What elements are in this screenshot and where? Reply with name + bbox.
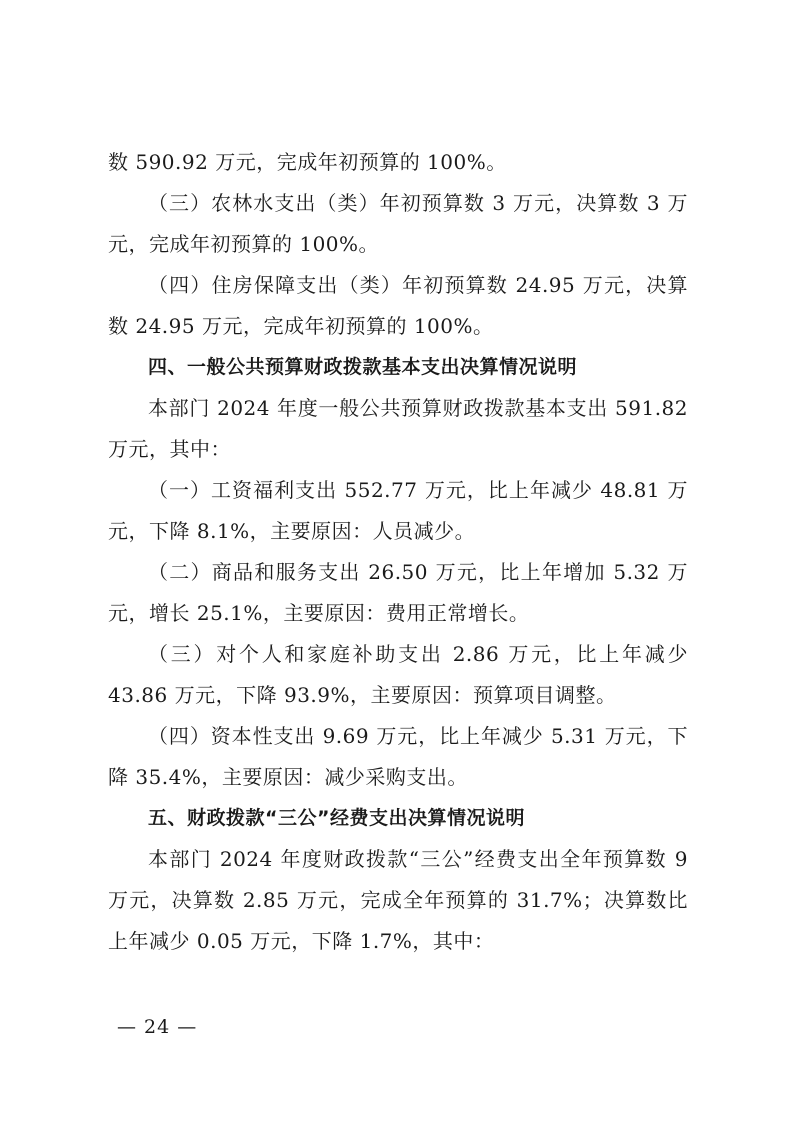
paragraph-goods-services: （二）商品和服务支出 26.50 万元，比上年增加 5.32 万元，增长 25.1%，主要原因：费用正常增长。 xyxy=(108,560,688,625)
paragraph-three-public-expenses-total: 本部门 2024 年度财政拨款“三公”经费支出全年预算数 9 万元，决算数 2.85 万元，完成全年预算的 31.7%；决算数比上年减少 0.05 万元，下降 1.7%，其中： xyxy=(108,847,688,953)
page-number: — 24 — xyxy=(117,1016,198,1038)
paragraph-capital-expenditure: （四）资本性支出 9.69 万元，比上年减少 5.31 万元，下降 35.4%，主要原因：减少采购支出。 xyxy=(108,724,688,789)
paragraph-household-subsidy: （三）对个人和家庭补助支出 2.86 万元，比上年减少 43.86 万元，下降 93.9%，主要原因：预算项目调整。 xyxy=(108,642,688,707)
section-heading-three-public-expenses: 五、财政拨款“三公”经费支出决算情况说明 xyxy=(148,807,525,829)
paragraph-salary-welfare: （一）工资福利支出 552.77 万元，比上年减少 48.81 万元，下降 8.1%，主要原因：人员减少。 xyxy=(108,478,688,543)
paragraph-basic-expenditure-total: 本部门 2024 年度一般公共预算财政拨款基本支出 591.82 万元，其中： xyxy=(108,396,688,461)
paragraph-continuation: 数 590.92 万元，完成年初预算的 100%。 xyxy=(108,150,507,174)
section-heading-basic-expenditure: 四、一般公共预算财政拨款基本支出决算情况说明 xyxy=(148,356,578,378)
paragraph-housing-expenditure: （四）住房保障支出（类）年初预算数 24.95 万元，决算数 24.95 万元，完成年初预算的 100%。 xyxy=(108,273,688,338)
document-body xyxy=(108,142,688,962)
paragraph-agriculture-expenditure: （三）农林水支出（类）年初预算数 3 万元，决算数 3 万元，完成年初预算的 100%。 xyxy=(108,191,688,256)
